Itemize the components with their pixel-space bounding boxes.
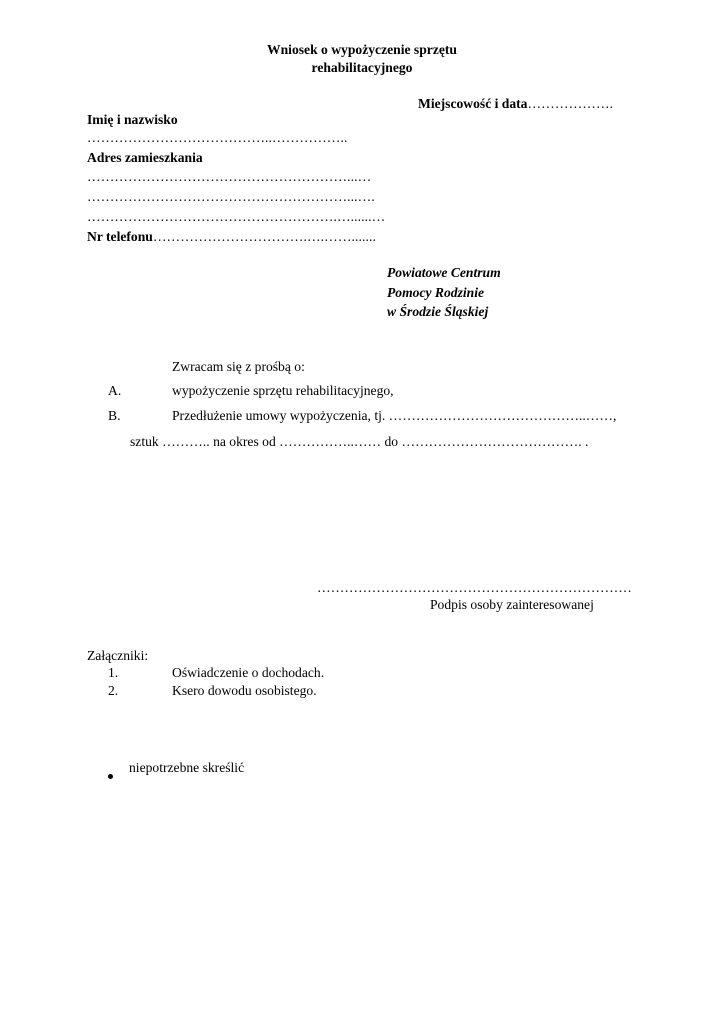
recipient-line2: Pomocy Rodzinie — [387, 285, 485, 300]
recipient-line1: Powiatowe Centrum — [387, 265, 501, 280]
place-date-field[interactable] — [418, 96, 613, 112]
signature-dots[interactable]: …………………………………………………………… — [317, 580, 632, 595]
name-field-dots[interactable]: …………………………………..…………….. — [87, 130, 348, 145]
attachment-1-marker: 1. — [108, 665, 119, 680]
request-item-b-marker: B. — [108, 408, 121, 423]
address-label: Adres zamieszkania — [87, 150, 203, 165]
phone-dots: …………………………….….……....... — [152, 229, 377, 244]
attachment-2-marker: 2. — [108, 683, 119, 698]
address-field-dots-1[interactable]: …………………………………………………...… — [87, 169, 372, 184]
request-continuation[interactable]: sztuk ……….. na okres od ……………..…… do …………………………………. . — [130, 434, 589, 449]
address-field-dots-3[interactable]: ……………………………………………….…......… — [87, 209, 386, 224]
name-label: Imię i nazwisko — [87, 112, 178, 127]
request-item-a-text[interactable]: wypożyczenie sprzętu rehabilitacyjnego, — [172, 383, 394, 398]
phone-label: Nr telefonu — [87, 229, 153, 244]
place-date-label: Miejscowość i data — [418, 96, 528, 111]
document-title-line1: Wniosek o wypożyczenie sprzętu — [267, 42, 457, 57]
phone-field[interactable] — [87, 229, 376, 245]
request-intro: Zwracam się z prośbą o: — [172, 359, 305, 374]
place-date-dots: ………………. — [527, 96, 614, 111]
address-field-dots-2[interactable]: …………………………………………………...…. — [87, 189, 375, 204]
recipient-line3: w Środzie Śląskiej — [387, 304, 489, 319]
attachment-1-text: Oświadczenie o dochodach. — [172, 665, 325, 680]
bullet-icon — [108, 767, 113, 783]
note-text: niepotrzebne skreślić — [129, 760, 245, 775]
attachments-label: Załączniki: — [87, 648, 149, 663]
document-title-line2: rehabilitacyjnego — [311, 60, 413, 75]
request-item-a-marker: A. — [108, 383, 122, 398]
request-item-b-text[interactable]: Przedłużenie umowy wypożyczenia, tj. ……………………………………..……, — [172, 408, 617, 423]
attachment-2-text: Ksero dowodu osobistego. — [172, 683, 317, 698]
signature-label: Podpis osoby zainteresowanej — [430, 597, 594, 612]
